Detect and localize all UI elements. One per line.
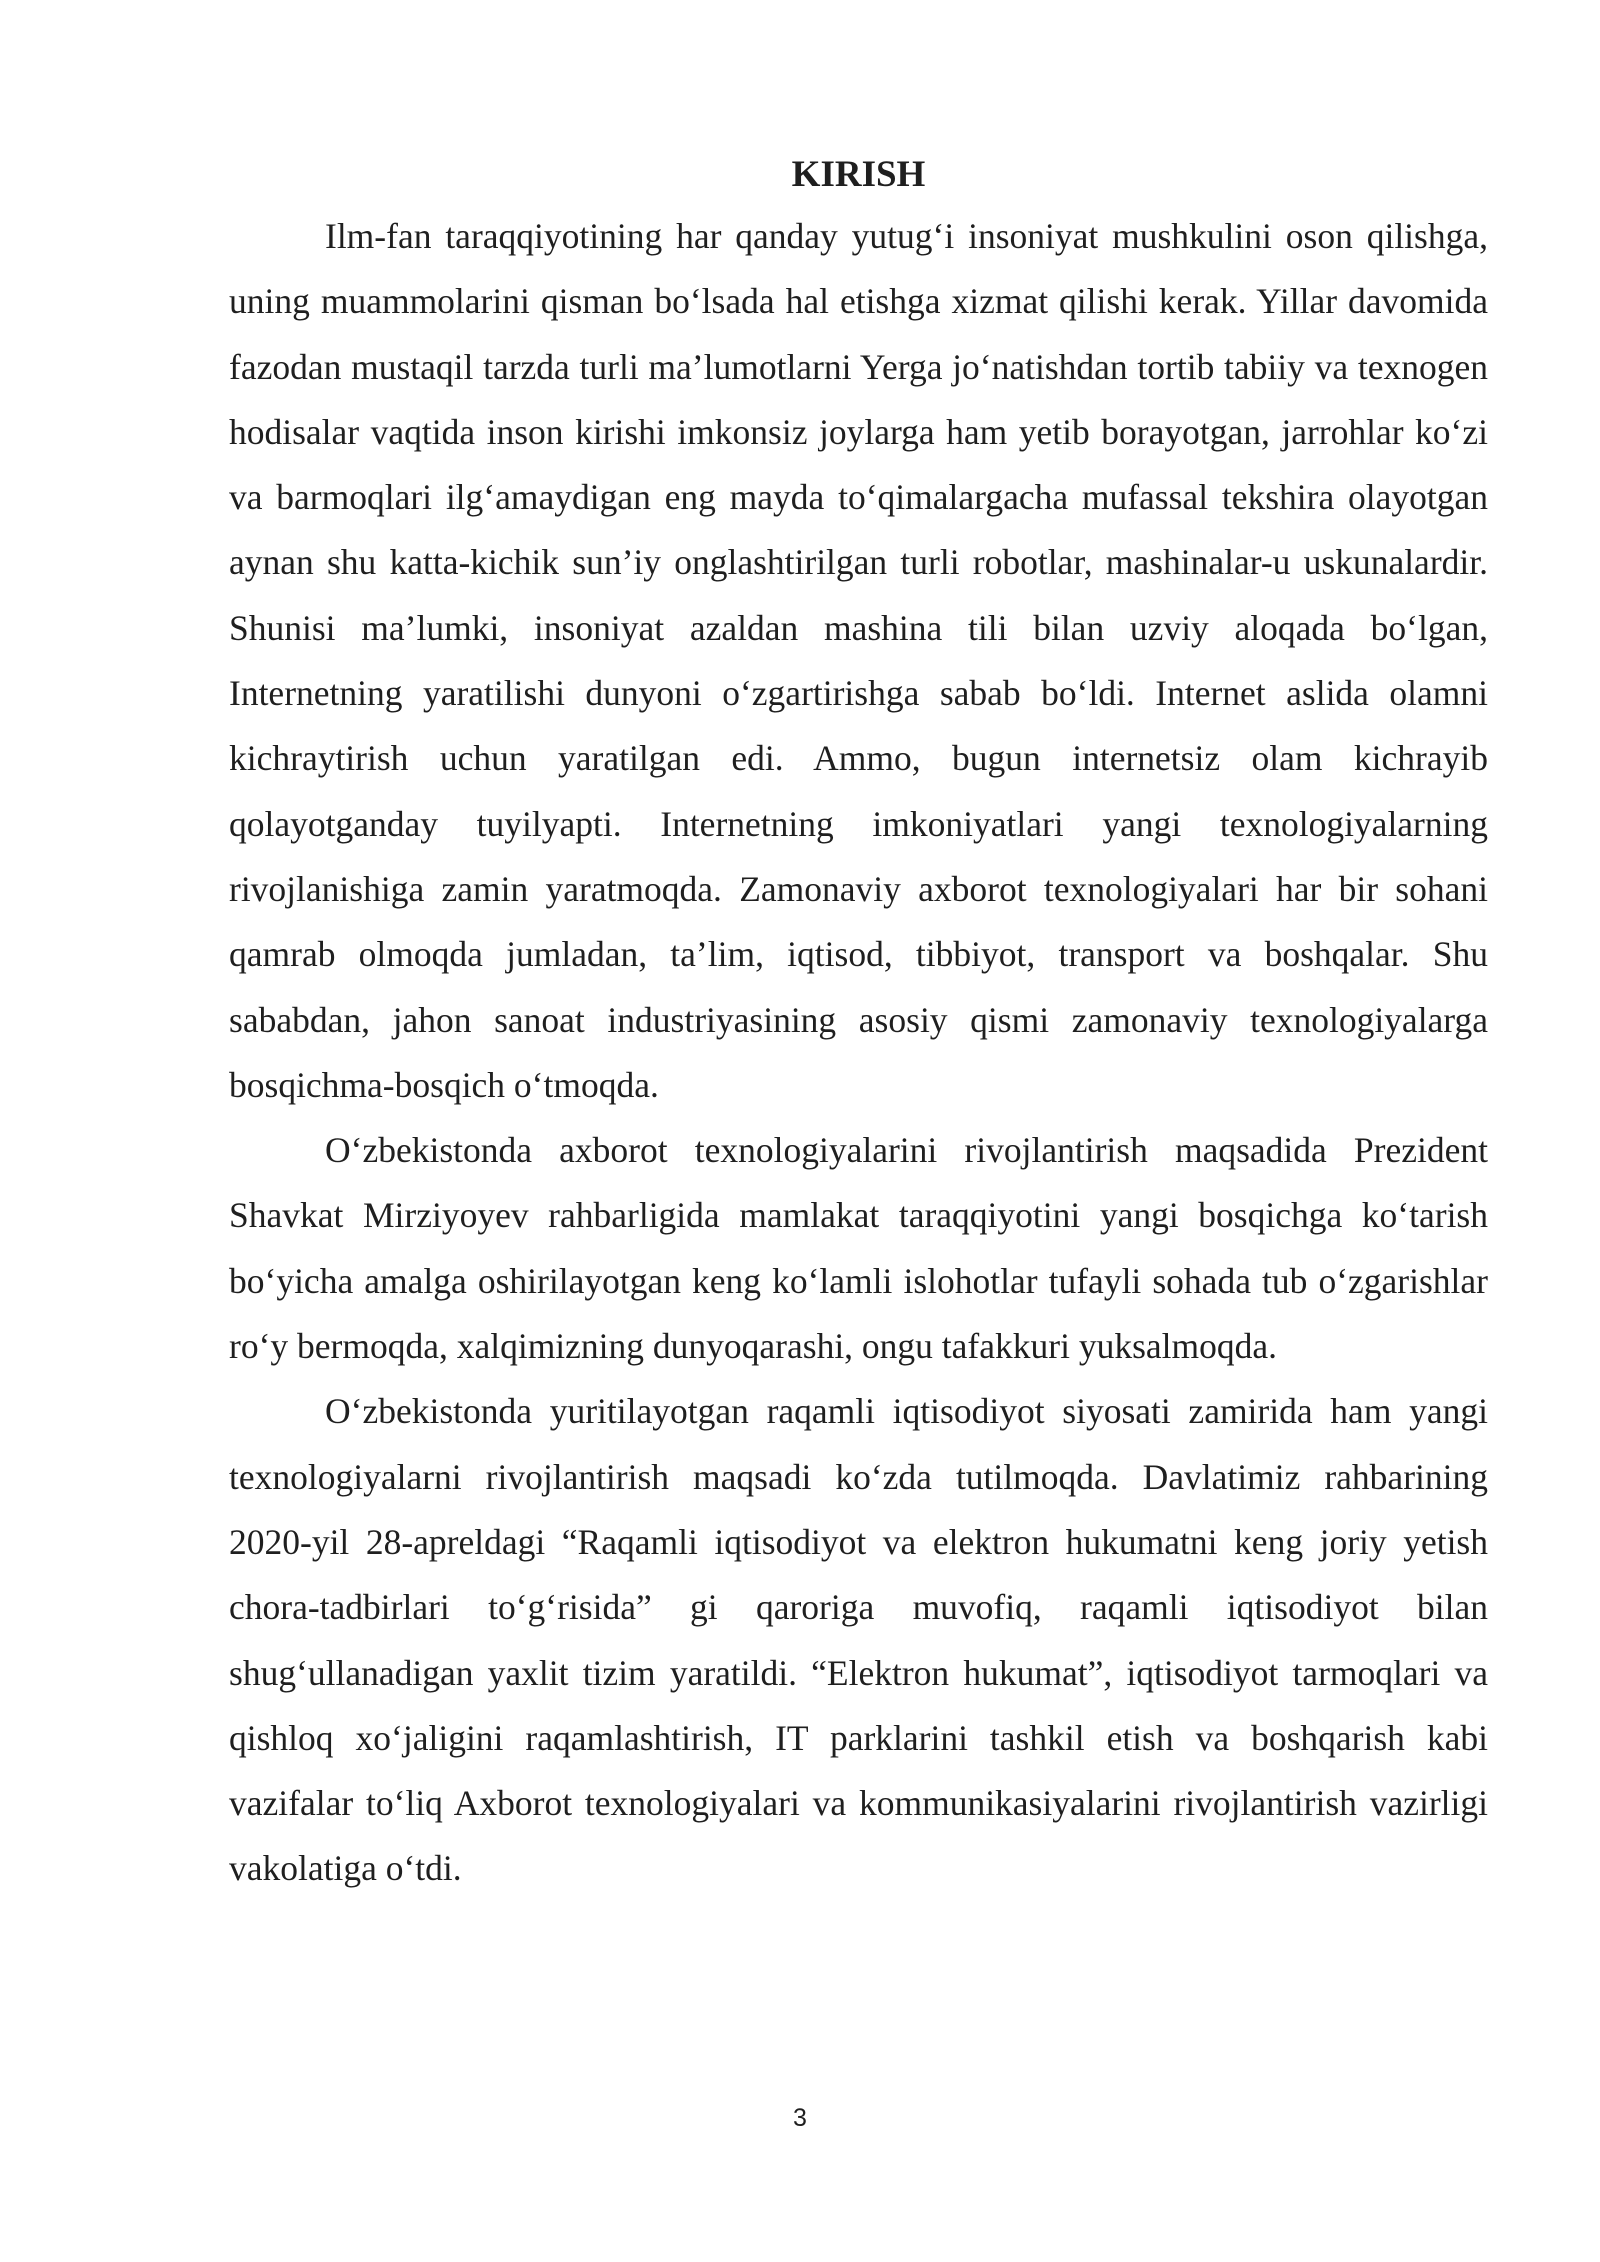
paragraph-reforms: O‘zbekistonda axborot texnologiyalarini rivojlantirish maqsadida Prezident Shavkat Mirziyoyev rahbarligida mamlakat taraqqiyotini yangi bosqichga ko‘tarish bo‘yicha amalga oshirilayotgan keng ko‘lamli islohotlar tufayli sohada tub o‘zgarishlar ro‘y bermoqda, xalqimizning dunyoqarashi, ongu tafakkuri yuksalmoqda. — [229, 1130, 1488, 1367]
paragraph-digital-economy: O‘zbekistonda yuritilayotgan raqamli iqtisodiyot siyosati zamirida ham yangi texnologiyalarni rivojlantirish maqsadi ko‘zda tutilmoqda. Davlatimiz rahbarining 2020-yil 28-apreldagi “Raqamli iqtisodiyot va elektron hukumatni keng joriy yetish chora-tadbirlari to‘g‘risida” gi qaroriga muvofiq, raqamli iqtisodiyot bilan shug‘ullanadigan yaxlit tizim yaratildi. “Elektron hukumat”, iqtisodiyot tarmoqlari va qishloq xo‘jaligini raqamlashtirish, IT parklarini tashkil etish va boshqarish kabi vazifalar to‘liq Axborot texnologiyalari va kommunikasiyalarini rivojlantirish vazirligi vakolatiga o‘tdi. — [229, 1391, 1488, 1889]
page-title: KIRISH — [791, 154, 926, 195]
page-body — [229, 146, 1488, 1902]
page-number: 3 — [793, 2104, 807, 2132]
paragraph-intro: Ilm-fan taraqqiyotining har qanday yutug‘i insoniyat mushkulini oson qilishga, uning muammolarini qisman bo‘lsada hal etishga xizmat qilishi kerak. Yillar davomida fazodan mustaqil tarzda turli ma’lumotlarni Yerga jo‘natishdan tortib tabiiy va texnogen hodisalar vaqtida inson kirishi imkonsiz joylarga ham yetib borayotgan, jarrohlar ko‘zi va barmoqlari ilg‘amaydigan eng mayda to‘qimalargacha mufassal tekshira olayotgan aynan shu katta-kichik sun’iy onglashtirilgan turli robotlar, mashinalar-u uskunalardir. Shunisi ma’lumki, insoniyat azaldan mashina tili bilan uzviy aloqada bo‘lgan, Internetning yaratilishi dunyoni o‘zgartirishga sabab bo‘ldi. Internet aslida olamni kichraytirish uchun yaratilgan edi. Ammo, bugun internetsiz olam kichrayib qolayotganday tuyilyapti. Internetning imkoniyatlari yangi texnologiyalarning rivojlanishiga zamin yaratmoqda. Zamonaviy axborot texnologiyalari har bir sohani qamrab olmoqda jumladan, ta’lim, iqtisod, tibbiyot, transport va boshqalar. Shu sababdan, jahon sanoat industriyasining asosiy qismi zamonaviy texnologiyalarga bosqichma-bosqich o‘tmoqda. — [229, 216, 1488, 1105]
